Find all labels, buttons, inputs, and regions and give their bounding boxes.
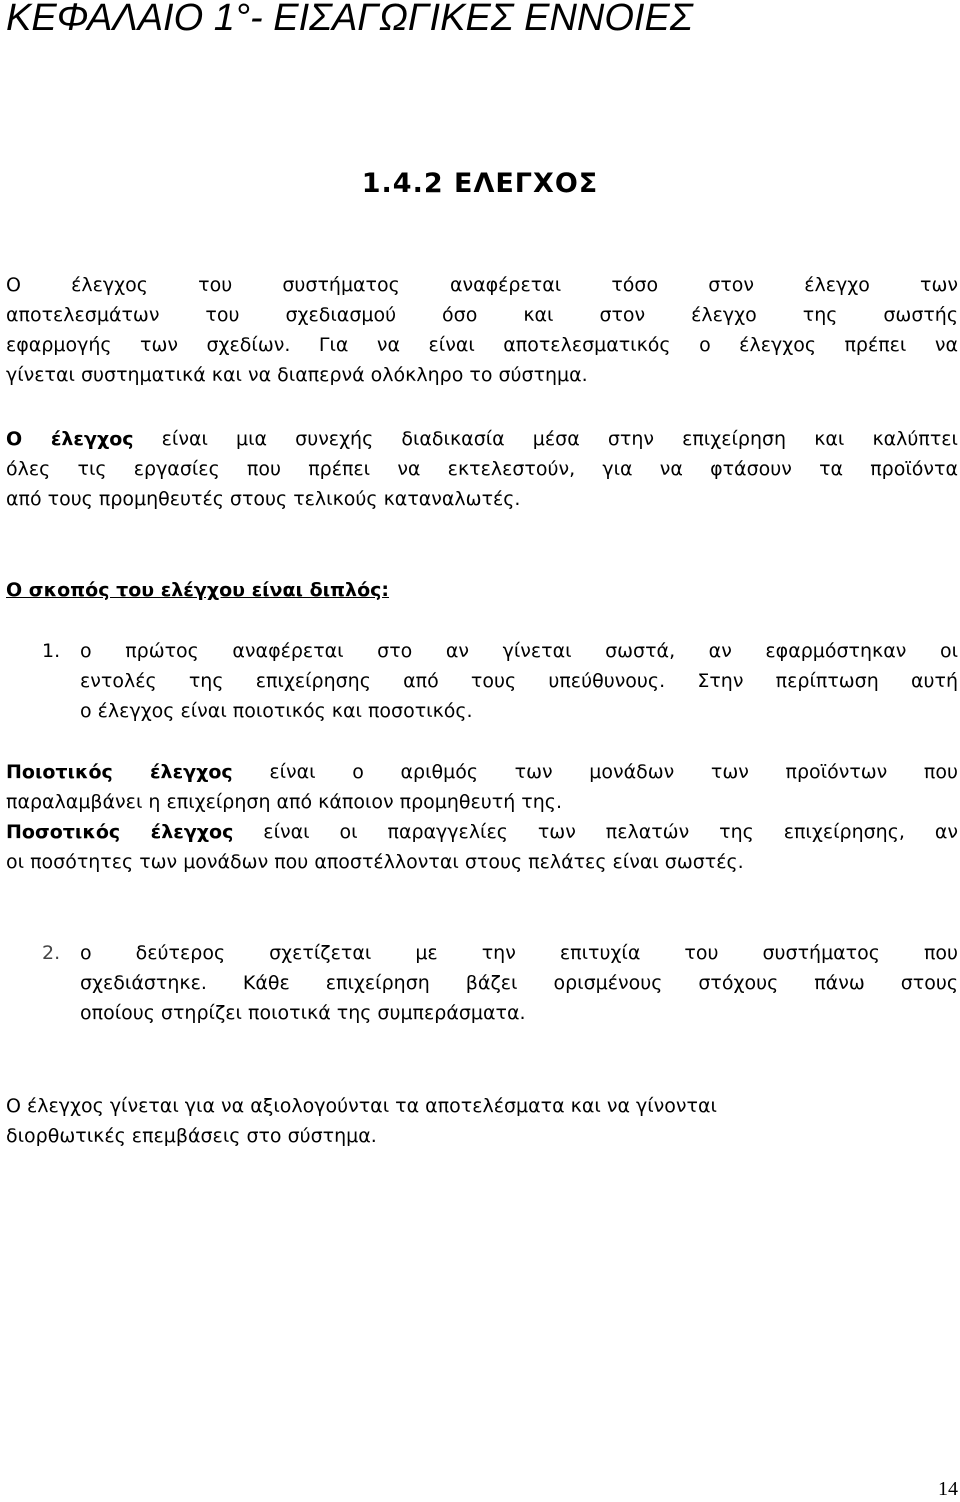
intro-line: γίνεται συστηματικά και να διαπερνά ολόκληρο το σύστημα.: [6, 364, 588, 386]
quantity-text: είναι οι παραγγελίες των πελατών της επιχείρησης, αν: [233, 821, 958, 843]
definition-term: Ο έλεγχος: [6, 428, 134, 450]
list-line: σχεδιάστηκε. Κάθε επιχείρηση βάζει ορισμένους στόχους πάνω στους: [80, 972, 958, 994]
list-number: 2.: [42, 942, 61, 964]
quality-paragraph: [6, 757, 958, 817]
definition-line: όλες τις εργασίες που πρέπει να εκτελεστούν, για να φτάσουν τα προϊόντα: [6, 458, 958, 480]
list-number: 1.: [42, 640, 61, 662]
list-line: ο δεύτερος σχετίζεται με την επιτυχία του συστήματος που: [80, 942, 958, 964]
section-title: 1.4.2 ΕΛΕΓΧΟΣ: [361, 168, 599, 199]
definition-line: [6, 424, 958, 454]
list-item-text: [80, 938, 958, 1028]
quality-term: Ποιοτικός έλεγχος: [6, 761, 233, 783]
list-item-text: [80, 636, 958, 726]
conclusion-paragraph: [6, 1091, 958, 1151]
conclusion-line: Ο έλεγχος γίνεται για να αξιολογούνται τα αποτελέσματα και να γίνονται: [6, 1095, 717, 1117]
list-line: ο έλεγχος είναι ποιοτικός και ποσοτικός.: [80, 700, 473, 722]
list-line: ο πρώτος αναφέρεται στο αν γίνεται σωστά, αν εφαρμόστηκαν οι: [80, 640, 958, 662]
chapter-header: ΚΕΦΑΛΑΙΟ 1°- ΕΙΣΑΓΩΓΙΚΕΣ ΕΝΝΟΙΕΣ: [6, 0, 693, 39]
intro-paragraph: [6, 270, 958, 390]
intro-line: εφαρμογής των σχεδίων. Για να είναι αποτελεσματικός ο έλεγχος πρέπει να: [6, 334, 958, 356]
quality-text: είναι ο αριθμός των μονάδων των προϊόντων που: [232, 761, 958, 783]
conclusion-line: διορθωτικές επεμβάσεις στο σύστημα.: [6, 1125, 377, 1147]
definition-line: από τους προμηθευτές στους τελικούς καταναλωτές.: [6, 488, 521, 510]
definition-paragraph: [6, 424, 958, 514]
quality-line: [6, 757, 958, 787]
page-number: 14: [938, 1478, 958, 1500]
intro-line: αποτελεσμάτων του σχεδιασμού όσο και στον έλεγχο της σωστής: [6, 304, 958, 326]
quantity-line: οι ποσότητες των μονάδων που αποστέλλονται στους πελάτες είναι σωστές.: [6, 851, 744, 873]
purpose-heading: Ο σκοπός του ελέγχου είναι διπλός:: [6, 579, 389, 601]
quantity-line: [6, 817, 958, 847]
definition-text: είναι μια συνεχής διαδικασία μέσα στην επιχείρηση και καλύπτει: [133, 428, 958, 450]
quantity-paragraph: [6, 817, 958, 877]
list-line: οποίους στηρίζει ποιοτικά της συμπεράσματα.: [80, 1002, 526, 1024]
quantity-term: Ποσοτικός έλεγχος: [6, 821, 234, 843]
intro-line: Ο έλεγχος του συστήματος αναφέρεται τόσο στον έλεγχο των: [6, 274, 958, 296]
quality-line: παραλαμβάνει η επιχείρηση από κάποιον προμηθευτή της.: [6, 791, 562, 813]
list-line: εντολές της επιχείρησης από τους υπεύθυνους. Στην περίπτωση αυτή: [80, 670, 958, 692]
